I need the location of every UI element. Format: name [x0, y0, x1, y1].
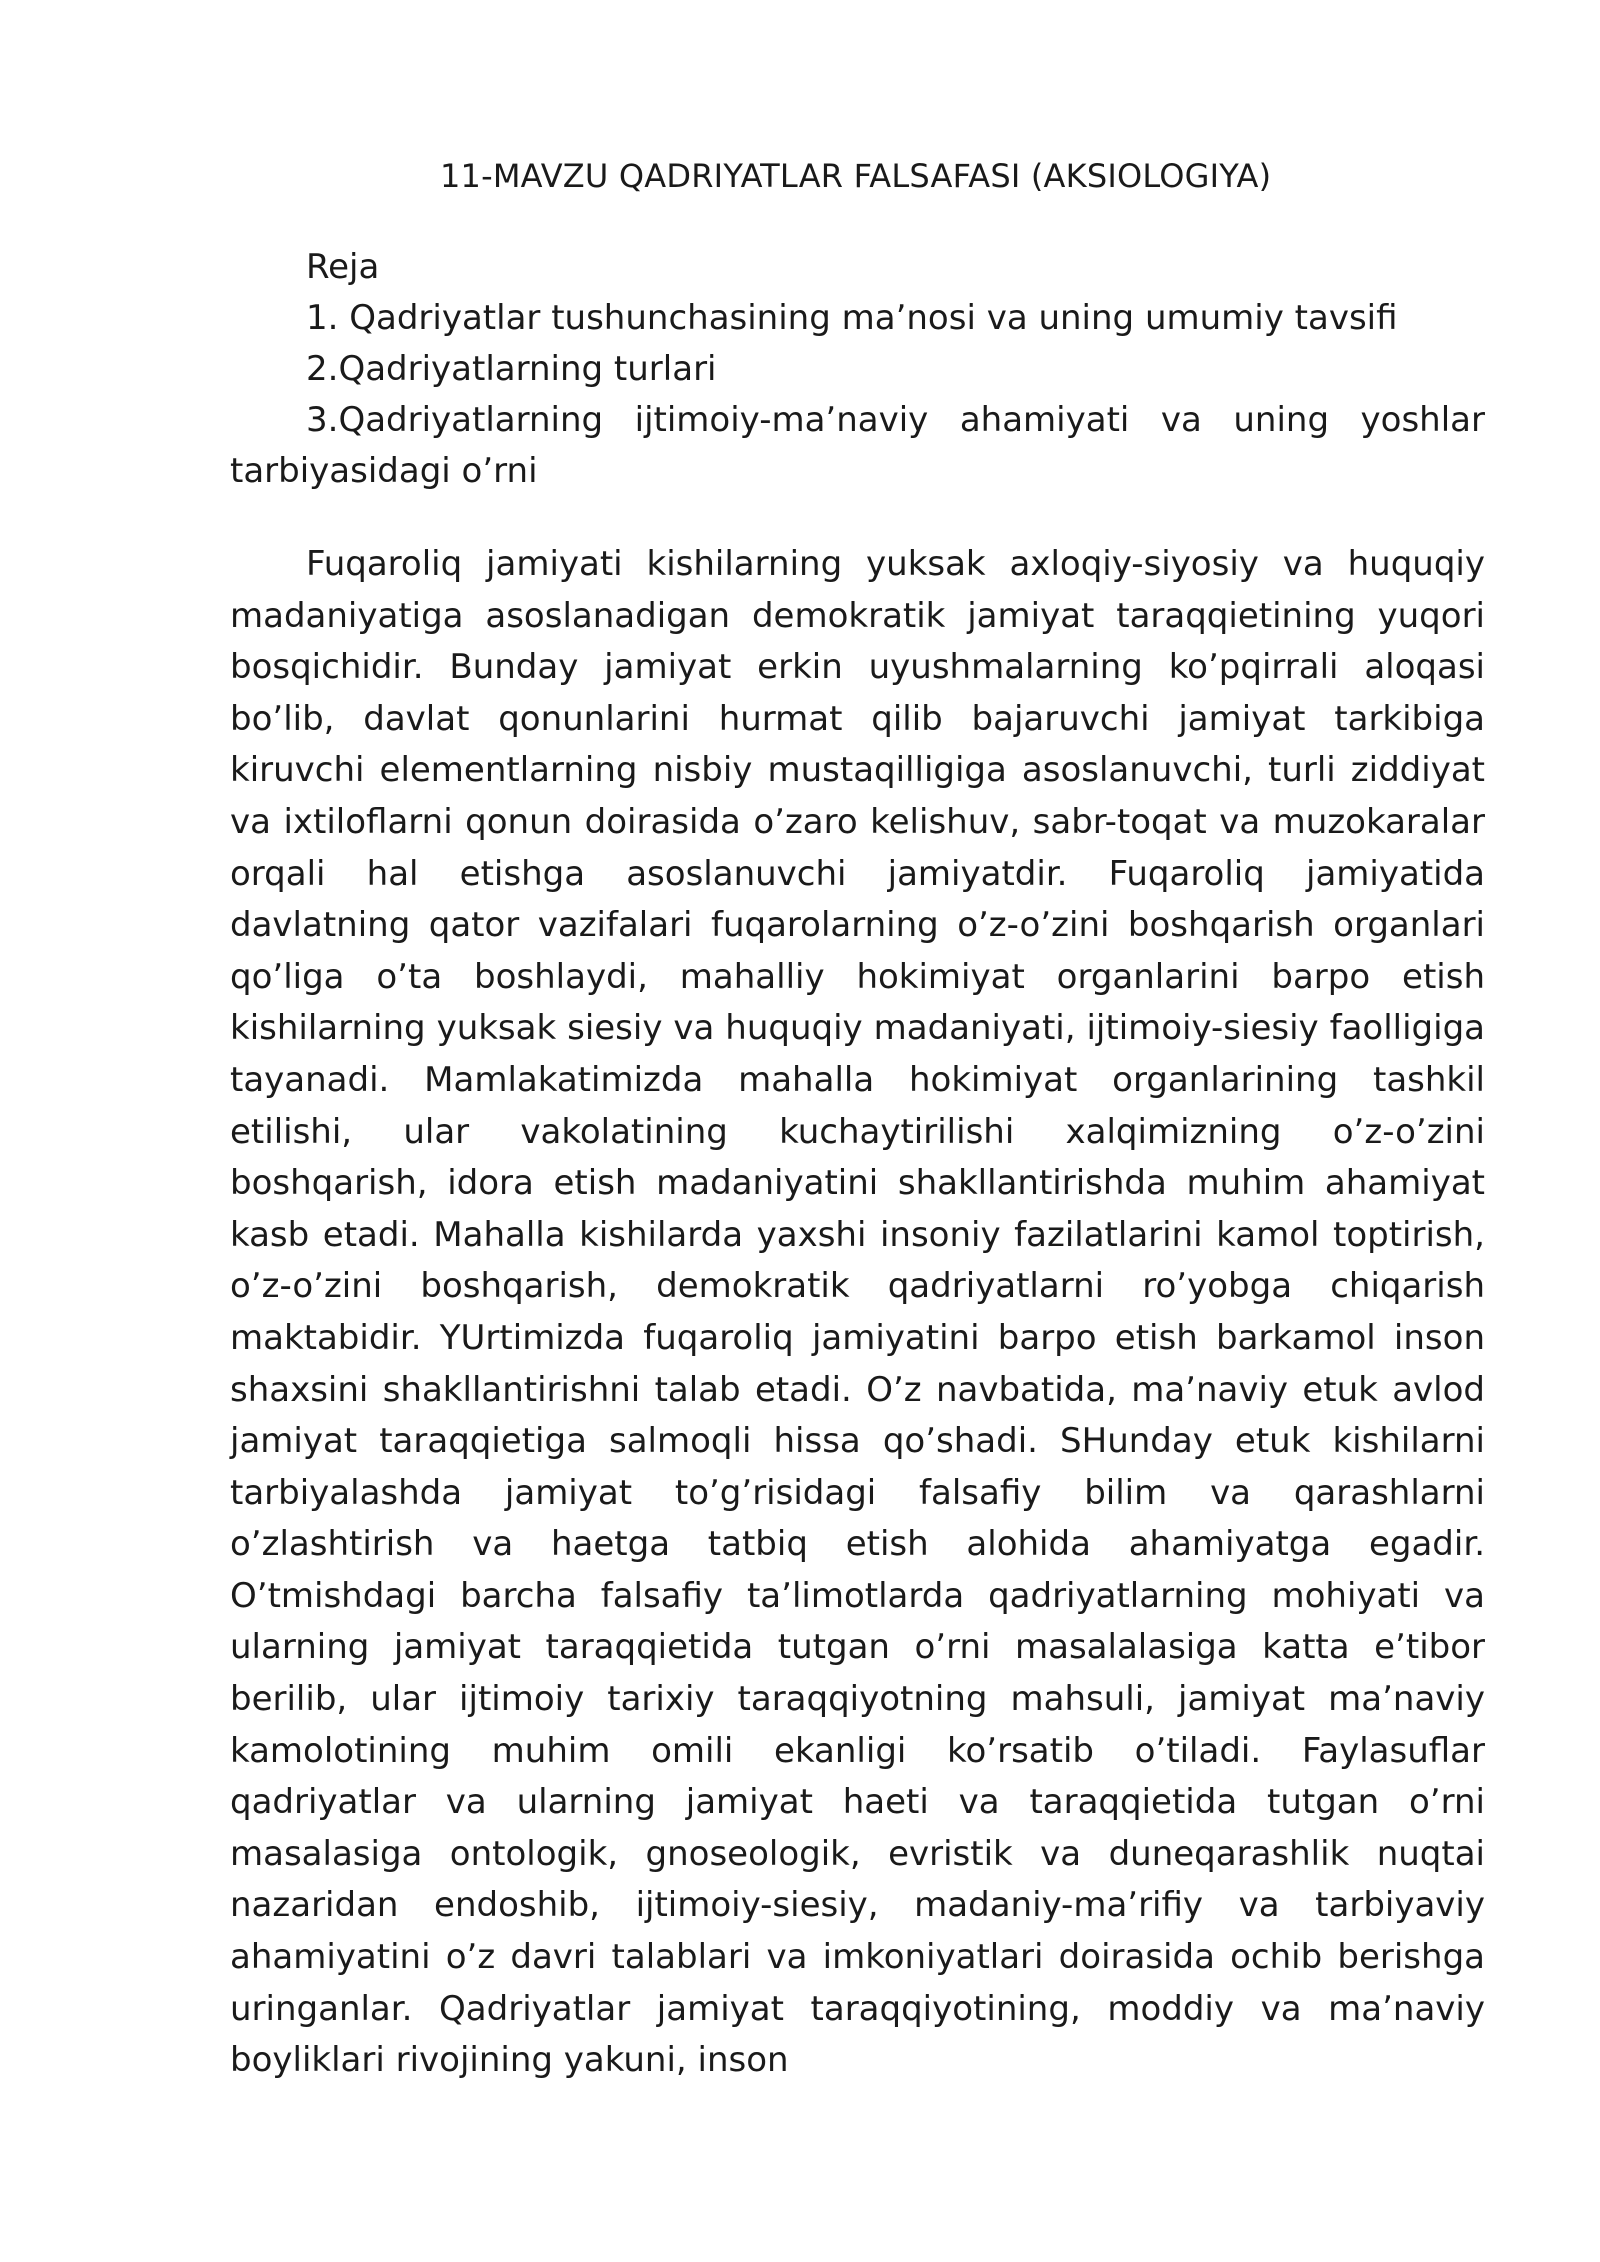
plan-section	[230, 242, 1485, 497]
body-paragraph: Fuqaroliq jamiyati kishilarning yuksak axloqiy-siyosiy va huquqiy madaniyatiga asoslanadigan demokratik jamiyat taraqqietining yuqori bosqichidir. Bunday jamiyat erkin uyushmalarning ko’pqirrali aloqasi bo’lib, davlat qonunlarini hurmat qilib bajaruvchi jamiyat tarkibiga kiruvchi elementlarning nisbiy mustaqilligiga asoslanuvchi, turli ziddiyat va ixtiloflarni qonun doirasida o’zaro kelishuv, sabr-toqat va muzokaralar orqali hal etishga asoslanuvchi jamiyatdir. Fuqaroliq jamiyatida davlatning qator vazifalari fuqarolarning o’z-o’zini boshqarish organlari qo’liga o’ta boshlaydi, mahalliy hokimiyat organlarini barpo etish kishilarning yuksak siesiy va huquqiy madaniyati, ijtimoiy-siesiy faolligiga tayanadi. Mamlakatimizda mahalla hokimiyat organlarining tashkil etilishi, ular vakolatining kuchaytirilishi xalqimizning o’z-o’zini boshqarish, idora etish madaniyatini shakllantirishda muhim ahamiyat kasb etadi. Mahalla kishilarda yaxshi insoniy fazilatlarini kamol toptirish, o’z-o’zini boshqarish, demokratik qadriyatlarni ro’yobga chiqarish maktabidir. YUrtimizda fuqaroliq jamiyatini barpo etish barkamol inson shaxsini shakllantirishni talab etadi. O’z navbatida, ma’naviy etuk avlod jamiyat taraqqietiga salmoqli hissa qo’shadi. SHunday etuk kishilarni tarbiyalashda jamiyat to’g’risidagi falsafiy bilim va qarashlarni o’zlashtirish va haetga tatbiq etish alohida ahamiyatga egadir. O’tmishdagi barcha falsafiy ta’limotlarda qadriyatlarning mohiyati va ularning jamiyat taraqqietida tutgan o’rni masalalasiga katta e’tibor berilib, ular ijtimoiy tarixiy taraqqiyotning mahsuli, jamiyat ma’naviy kamolotining muhim omili ekanligi ko’rsatib o’tiladi. Faylasuflar qadriyatlar va ularning jamiyat haeti va taraqqietida tutgan o’rni masalasiga ontologik, gnoseologik, evristik va duneqarashlik nuqtai nazaridan endoshib, ijtimoiy-siesiy, madaniy-ma’rifiy va tarbiyaviy ahamiyatini o’z davri talablari va imkoniyatlari doirasida ochib berishga uringanlar. Qadriyatlar jamiyat taraqqiyotining, moddiy va ma’naviy boyliklari rivojining yakuni, inson	[230, 544, 1485, 2081]
plan-heading: Reja	[306, 247, 380, 287]
document-page	[230, 150, 1485, 2087]
plan-item: 3.Qadriyatlarning ijtimoiy-ma’naviy ahamiyati va uning yoshlar tarbiyasidagi o’rni	[230, 400, 1485, 491]
plan-item: 2.Qadriyatlarning turlari	[306, 349, 717, 389]
document-title: 11-MAVZU QADRIYATLAR FALSAFASI (AKSIOLOGIYA)	[440, 157, 1272, 195]
plan-item: 1. Qadriyatlar tushunchasining ma’nosi va uning umumiy tavsifi	[306, 298, 1398, 338]
